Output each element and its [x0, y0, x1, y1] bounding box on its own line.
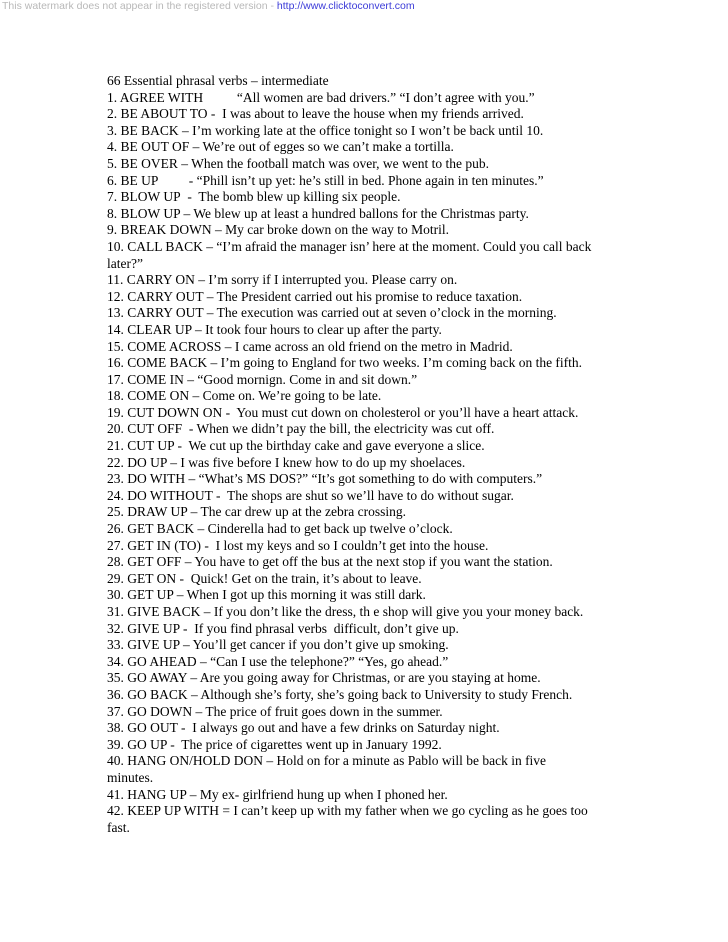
- document-line: 6. BE UP - “Phill isn’t up yet: he’s still in bed. Phone again in ten minutes.”: [107, 172, 544, 188]
- document-line: 26. GET BACK – Cinderella had to get back up twelve o’clock.: [107, 521, 453, 537]
- document-line: 42. KEEP UP WITH = I can’t keep up with my father when we go cycling as he goes too: [107, 803, 588, 819]
- document-line: 21. CUT UP - We cut up the birthday cake and gave everyone a slice.: [107, 438, 485, 454]
- document-line: 4. BE OUT OF – We’re out of egges so we can’t make a tortilla.: [107, 139, 454, 155]
- document-line: 31. GIVE BACK – If you don’t like the dress, th e shop will give you your money back.: [107, 604, 584, 619]
- document-line: 25. DRAW UP – The car drew up at the zebra crossing.: [107, 504, 406, 520]
- document-line: 1. AGREE WITH “All women are bad drivers.” “I don’t agree with you.”: [107, 89, 535, 105]
- document-line: minutes.: [107, 769, 154, 785]
- document-line: 19. CUT DOWN ON - You must cut down on cholesterol or you’ll have a heart attack.: [107, 404, 579, 420]
- document-line: 14. CLEAR UP – It took four hours to clear up after the party.: [107, 321, 442, 337]
- document-line: 37. GO DOWN – The price of fruit goes down in the summer.: [107, 703, 443, 719]
- document-line: 23. DO WITH – “What’s MS DOS?” “It’s got something to do with computers.”: [107, 471, 543, 487]
- document-line: 34. GO AHEAD – “Can I use the telephone?” “Yes, go ahead.”: [107, 653, 449, 669]
- document-line: 12. CARRY OUT – The President carried out his promise to reduce taxation.: [107, 288, 523, 304]
- document-line: 35. GO AWAY – Are you going away for Christmas, or are you staying at home.: [107, 670, 541, 686]
- document-line: 40. HANG ON/HOLD DON – Hold on for a minute as Pablo will be back in five: [107, 753, 547, 769]
- document-line: 10. CALL BACK – “I’m afraid the manager isn’ here at the moment. Could you call back: [107, 238, 592, 254]
- document-line: 11. CARRY ON – I’m sorry if I interrupted you. Please carry on.: [107, 272, 458, 288]
- document-line: 38. GO OUT - I always go out and have a few drinks on Saturday night.: [107, 720, 500, 736]
- document-line: 8. BLOW UP – We blew up at least a hundred ballons for the Christmas party.: [107, 205, 529, 221]
- document-line: 13. CARRY OUT – The execution was carried out at seven o’clock in the morning.: [107, 305, 557, 321]
- document-line: 29. GET ON - Quick! Get on the train, it’s about to leave.: [107, 570, 422, 586]
- watermark-notice: [2, 0, 415, 13]
- document-line: 32. GIVE UP - If you find phrasal verbs difficult, don’t give up.: [107, 620, 459, 636]
- document-line: 18. COME ON – Come on. We’re going to be late.: [107, 388, 382, 404]
- document-line: 3. BE BACK – I’m working late at the office tonight so I won’t be back until 10.: [107, 122, 544, 138]
- document-line: 28. GET OFF – You have to get off the bus at the next stop if you want the station.: [107, 554, 553, 570]
- document-line: 36. GO BACK – Although she’s forty, she’s going back to University to study French.: [107, 686, 573, 702]
- watermark-text: This watermark does not appear in the registered version -: [2, 0, 277, 12]
- document-line: 15. COME ACROSS – I came across an old friend on the metro in Madrid.: [107, 338, 513, 354]
- document-line: 24. DO WITHOUT - The shops are shut so we’ll have to do without sugar.: [107, 487, 514, 503]
- document-line: 41. HANG UP – My ex- girlfriend hung up when I phoned her.: [107, 786, 448, 802]
- document-line: 20. CUT OFF - When we didn’t pay the bill, the electricity was cut off.: [107, 421, 495, 437]
- document-body: [107, 73, 627, 836]
- document-line: 9. BREAK DOWN – My car broke down on the way to Motril.: [107, 222, 449, 238]
- document-line: 16. COME BACK – I’m going to England for two weeks. I’m coming back on the fifth.: [107, 355, 583, 371]
- document-line: 2. BE ABOUT TO - I was about to leave the house when my friends arrived.: [107, 106, 524, 122]
- phrasal-verb-list: [107, 90, 627, 837]
- document-line: 5. BE OVER – When the football match was over, we went to the pub.: [107, 155, 490, 171]
- document-line: 22. DO UP – I was five before I knew how to do up my shoelaces.: [107, 454, 466, 470]
- document-line: 33. GIVE UP – You’ll get cancer if you don’t give up smoking.: [107, 637, 449, 653]
- document-line: 17. COME IN – “Good mornign. Come in and sit down.”: [107, 371, 418, 387]
- document-line: 7. BLOW UP - The bomb blew up killing six people.: [107, 189, 401, 205]
- document-line: 30. GET UP – When I got up this morning it was still dark.: [107, 587, 426, 603]
- watermark-link[interactable]: http://www.clicktoconvert.com: [276, 0, 415, 12]
- document-line: later?”: [107, 255, 143, 271]
- document-title: 66 Essential phrasal verbs – intermediate: [107, 73, 329, 88]
- document-line: 39. GO UP - The price of cigarettes went up in January 1992.: [107, 736, 442, 752]
- document-line: 27. GET IN (TO) - I lost my keys and so I couldn’t get into the house.: [107, 537, 489, 553]
- document-line: fast.: [107, 819, 130, 835]
